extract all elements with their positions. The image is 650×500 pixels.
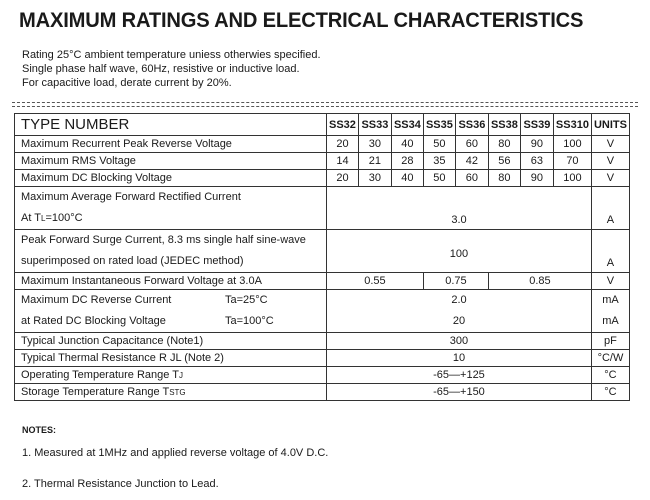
- cell-unit: mA mA: [591, 290, 629, 333]
- cell-value: 70: [553, 153, 591, 170]
- units-header: UNITS: [591, 114, 629, 136]
- cell-unit: pF: [591, 333, 629, 350]
- cell-value: 28: [391, 153, 423, 170]
- cell-unit: V: [591, 153, 629, 170]
- row-label-line: Peak Forward Surge Current, 8.3 ms single half sine-wave: [21, 234, 306, 246]
- cell-value: 0.85: [488, 273, 591, 290]
- cell-value: 14: [327, 153, 359, 170]
- model-header: SS39: [520, 114, 553, 136]
- table-row: [15, 136, 630, 153]
- cell-value: 30: [358, 170, 391, 187]
- cell-value: 90: [520, 136, 553, 153]
- table-row: [15, 290, 630, 333]
- cell-value: 60: [455, 136, 488, 153]
- cell-unit: °C: [591, 367, 629, 384]
- cell-value: 40: [391, 170, 423, 187]
- table-row: [15, 153, 630, 170]
- cell-value: 30: [358, 136, 391, 153]
- table-row: [15, 170, 630, 187]
- table-row: [15, 367, 630, 384]
- ratings-table: [14, 113, 630, 401]
- row-label: Operating Temperature Range TJ: [15, 367, 327, 384]
- cell-value: 100: [553, 170, 591, 187]
- cell-unit: V: [591, 273, 629, 290]
- cell-value: 0.55: [327, 273, 424, 290]
- row-label-line: At TL=100°C: [21, 212, 83, 224]
- row-label: Maximum RMS Voltage: [15, 153, 327, 170]
- row-label-line: at Rated DC Blocking Voltage Ta=100°C: [21, 311, 324, 332]
- table-row: [15, 273, 630, 290]
- condition-label: Ta=100°C: [225, 315, 274, 327]
- page-title: MAXIMUM RATINGS AND ELECTRICAL CHARACTERISTICS: [19, 9, 584, 32]
- model-header: SS36: [455, 114, 488, 136]
- row-label: Storage Temperature Range TSTG: [15, 384, 327, 401]
- table-row: [15, 350, 630, 367]
- cell-value: 42: [455, 153, 488, 170]
- cell-value: 50: [423, 170, 455, 187]
- cell-value: 80: [488, 170, 520, 187]
- row-label: [15, 290, 327, 333]
- model-header: SS38: [488, 114, 520, 136]
- intro-line: For capacitive load, derate current by 20%.: [22, 77, 232, 89]
- cell-value: 35: [423, 153, 455, 170]
- cell-value: 20: [327, 136, 359, 153]
- notes-title: NOTES:: [22, 425, 57, 435]
- table-row: [15, 333, 630, 350]
- cell-value: 63: [520, 153, 553, 170]
- row-label: Maximum DC Blocking Voltage: [15, 170, 327, 187]
- cell-value: 50: [423, 136, 455, 153]
- model-header: SS35: [423, 114, 455, 136]
- cell-value: 100: [327, 230, 592, 273]
- row-label: Typical Thermal Resistance R JL (Note 2): [15, 350, 327, 367]
- divider-top-2: [12, 106, 638, 107]
- table-header-row: [15, 114, 630, 136]
- cell-value: 2.0 20: [327, 290, 592, 333]
- cell-value: 90: [520, 170, 553, 187]
- intro-line: Single phase half wave, 60Hz, resistive or inductive load.: [22, 63, 300, 75]
- table-row: [15, 230, 630, 273]
- cell-value: 0.75: [423, 273, 488, 290]
- row-label: Typical Junction Capacitance (Note1): [15, 333, 327, 350]
- cell-unit: V: [591, 170, 629, 187]
- model-header: SS310: [553, 114, 591, 136]
- cell-unit: °C: [591, 384, 629, 401]
- cell-value: 21: [358, 153, 391, 170]
- cell-value: 300: [327, 333, 592, 350]
- row-label: [15, 230, 327, 273]
- cell-unit: V: [591, 136, 629, 153]
- model-header: SS32: [327, 114, 359, 136]
- intro-text: [22, 48, 321, 90]
- model-header: SS34: [391, 114, 423, 136]
- cell-unit: °C/W: [591, 350, 629, 367]
- note-item: 1. Measured at 1MHz and applied reverse voltage of 4.0V D.C.: [22, 447, 329, 459]
- cell-value: 100: [553, 136, 591, 153]
- model-header: SS33: [358, 114, 391, 136]
- cell-value: 40: [391, 136, 423, 153]
- condition-label: Ta=25°C: [225, 294, 268, 306]
- note-item: 2. Thermal Resistance Junction to Lead.: [22, 478, 219, 490]
- cell-value: 10: [327, 350, 592, 367]
- row-label-line: Maximum Average Forward Rectified Current: [21, 191, 241, 203]
- intro-line: Rating 25°C ambient temperature uniess otherwies specified.: [22, 49, 321, 61]
- row-label-line: superimposed on rated load (JEDEC method): [21, 255, 244, 267]
- table-row: [15, 187, 630, 230]
- cell-value: 3.0: [327, 187, 592, 230]
- cell-value: -65—+150: [327, 384, 592, 401]
- row-label: Maximum Instantaneous Forward Voltage at 3.0A: [15, 273, 327, 290]
- cell-unit: A: [591, 187, 629, 230]
- cell-value: 20: [327, 170, 359, 187]
- row-label: [15, 187, 327, 230]
- cell-unit: A: [591, 230, 629, 273]
- cell-value: 80: [488, 136, 520, 153]
- cell-value: 56: [488, 153, 520, 170]
- cell-value: -65—+125: [327, 367, 592, 384]
- cell-value: 60: [455, 170, 488, 187]
- row-label: Maximum Recurrent Peak Reverse Voltage: [15, 136, 327, 153]
- divider-top: [12, 102, 638, 103]
- table-row: [15, 384, 630, 401]
- row-label-line: Maximum DC Reverse Current Ta=25°C: [21, 290, 324, 311]
- type-number-header: TYPE NUMBER: [15, 114, 327, 136]
